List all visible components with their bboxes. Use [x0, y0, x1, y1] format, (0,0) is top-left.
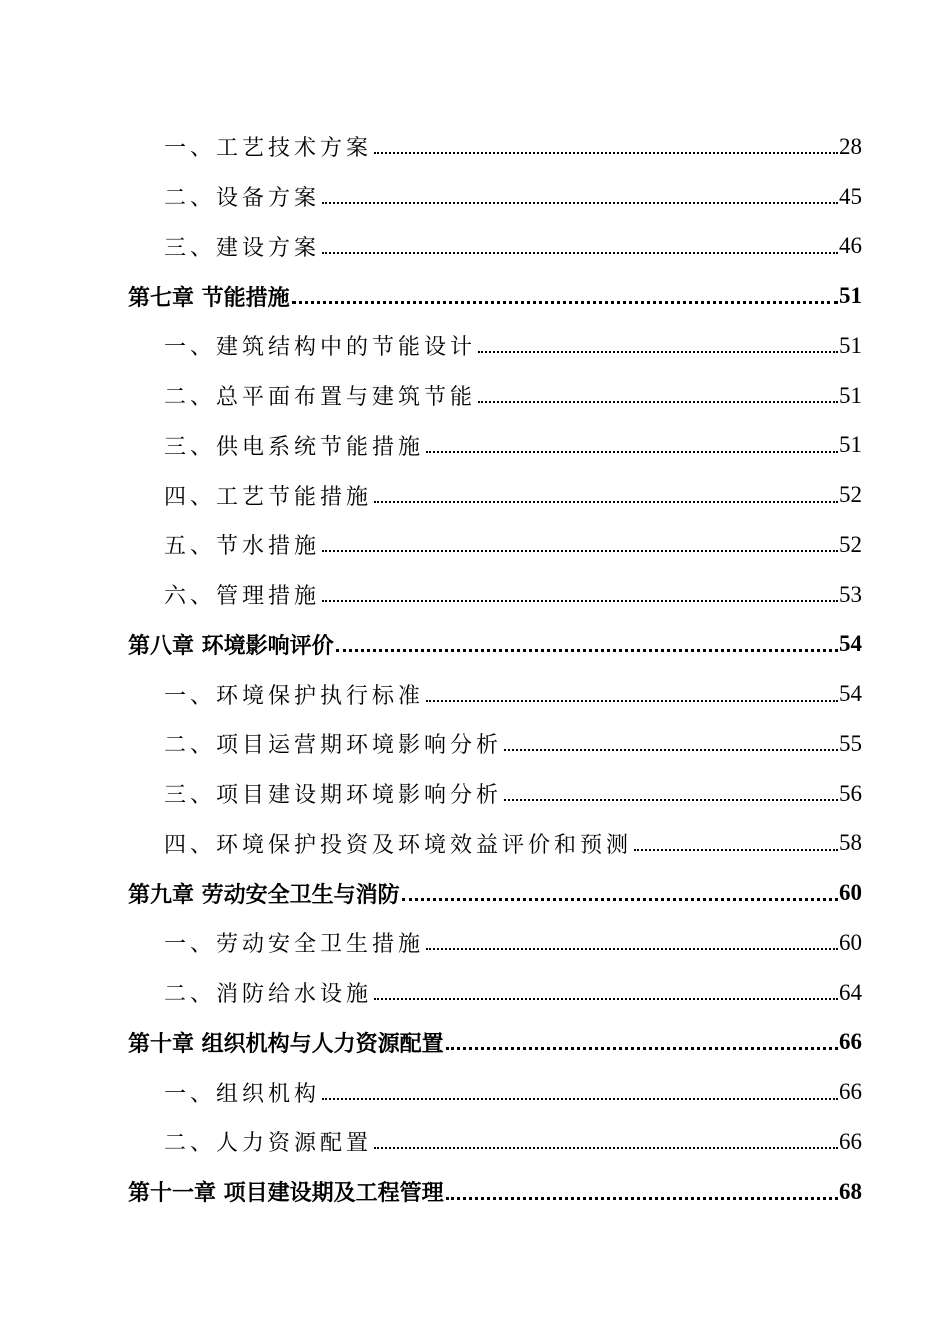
toc-chapter-title: 第八章 环境影响评价 — [128, 632, 334, 659]
toc-dot-leader — [446, 1196, 838, 1200]
toc-dot-leader — [446, 1046, 838, 1050]
table-of-contents — [0, 122, 950, 1217]
toc-entry[interactable] — [0, 719, 950, 769]
toc-chapter-entry[interactable] — [0, 868, 950, 918]
toc-entry-title: 二、设备方案 — [164, 186, 321, 212]
toc-entry-title: 一、劳动安全卫生措施 — [164, 932, 425, 958]
toc-chapter-title: 第七章 节能措施 — [128, 284, 290, 311]
toc-dot-leader — [426, 450, 838, 453]
toc-entry-title: 一、组织机构 — [164, 1081, 321, 1107]
toc-dot-leader — [322, 599, 838, 602]
toc-chapter-page: 66 — [839, 1029, 862, 1055]
toc-entry-title: 四、工艺节能措施 — [164, 484, 373, 510]
toc-dot-leader — [504, 748, 838, 751]
toc-entry-title: 六、管理措施 — [164, 584, 321, 610]
toc-dot-leader — [426, 947, 838, 950]
toc-entry-page: 52 — [839, 482, 862, 508]
toc-dot-leader — [292, 300, 838, 304]
toc-dot-leader — [478, 400, 838, 403]
toc-chapter-title: 第十章 组织机构与人力资源配置 — [128, 1030, 444, 1057]
toc-entry-page: 53 — [839, 581, 862, 607]
toc-entry[interactable] — [0, 1117, 950, 1167]
toc-entry-page: 58 — [839, 830, 862, 856]
toc-entry-page: 60 — [839, 929, 862, 955]
toc-entry-title: 二、项目运营期环境影响分析 — [164, 733, 503, 759]
toc-entry-title: 一、建筑结构中的节能设计 — [164, 335, 477, 361]
toc-dot-leader — [426, 699, 838, 702]
toc-entry[interactable] — [0, 371, 950, 421]
toc-entry-page: 45 — [839, 183, 862, 209]
toc-chapter-page: 68 — [839, 1178, 862, 1204]
toc-entry-title: 一、工艺技术方案 — [164, 136, 373, 162]
toc-entry-page: 54 — [839, 681, 862, 707]
toc-entry[interactable] — [0, 172, 950, 222]
toc-chapter-entry[interactable] — [0, 271, 950, 321]
toc-dot-leader — [374, 997, 838, 1000]
toc-entry[interactable] — [0, 122, 950, 172]
toc-dot-leader — [504, 798, 838, 801]
toc-entry-page: 66 — [839, 1128, 862, 1154]
toc-chapter-entry[interactable] — [0, 620, 950, 670]
toc-entry[interactable] — [0, 918, 950, 968]
toc-chapter-page: 54 — [839, 631, 862, 657]
toc-entry-page: 56 — [839, 780, 862, 806]
toc-entry[interactable] — [0, 669, 950, 719]
toc-entry[interactable] — [0, 1067, 950, 1117]
toc-dot-leader — [336, 648, 838, 652]
toc-dot-leader — [402, 897, 838, 901]
toc-dot-leader — [374, 500, 838, 503]
toc-entry-page: 51 — [839, 382, 862, 408]
toc-dot-leader — [374, 151, 838, 154]
toc-dot-leader — [322, 201, 838, 204]
toc-dot-leader — [634, 848, 838, 851]
toc-dot-leader — [374, 1146, 838, 1149]
toc-entry[interactable] — [0, 968, 950, 1018]
toc-entry[interactable] — [0, 520, 950, 570]
toc-entry-title: 二、人力资源配置 — [164, 1131, 373, 1157]
toc-entry-page: 46 — [839, 233, 862, 259]
toc-chapter-page: 51 — [839, 283, 862, 309]
toc-entry-title: 三、项目建设期环境影响分析 — [164, 783, 503, 809]
toc-entry[interactable] — [0, 470, 950, 520]
toc-dot-leader — [322, 549, 838, 552]
toc-entry-title: 三、建设方案 — [164, 235, 321, 261]
toc-entry-page: 51 — [839, 332, 862, 358]
toc-entry-page: 52 — [839, 531, 862, 557]
toc-entry[interactable] — [0, 769, 950, 819]
toc-chapter-entry[interactable] — [0, 1018, 950, 1068]
toc-chapter-page: 60 — [839, 880, 862, 906]
toc-entry-title: 五、节水措施 — [164, 534, 321, 560]
toc-dot-leader — [478, 350, 838, 353]
toc-entry-page: 28 — [839, 133, 862, 159]
toc-chapter-title: 第九章 劳动安全卫生与消防 — [128, 881, 400, 908]
toc-entry-title: 二、总平面布置与建筑节能 — [164, 385, 477, 411]
toc-dot-leader — [322, 1097, 838, 1100]
toc-entry-title: 一、环境保护执行标准 — [164, 683, 425, 709]
toc-entry-page: 66 — [839, 1079, 862, 1105]
toc-entry[interactable] — [0, 222, 950, 272]
toc-entry[interactable] — [0, 570, 950, 620]
toc-entry[interactable] — [0, 321, 950, 371]
toc-entry[interactable] — [0, 421, 950, 471]
toc-entry-page: 55 — [839, 730, 862, 756]
toc-entry-page: 64 — [839, 979, 862, 1005]
toc-entry-title: 三、供电系统节能措施 — [164, 434, 425, 460]
toc-dot-leader — [322, 251, 838, 254]
toc-chapter-title: 第十一章 项目建设期及工程管理 — [128, 1180, 444, 1207]
toc-entry-page: 51 — [839, 432, 862, 458]
toc-entry-title: 二、消防给水设施 — [164, 982, 373, 1008]
toc-entry-title: 四、环境保护投资及环境效益评价和预测 — [164, 832, 633, 858]
toc-chapter-entry[interactable] — [0, 1167, 950, 1217]
toc-entry[interactable] — [0, 819, 950, 869]
